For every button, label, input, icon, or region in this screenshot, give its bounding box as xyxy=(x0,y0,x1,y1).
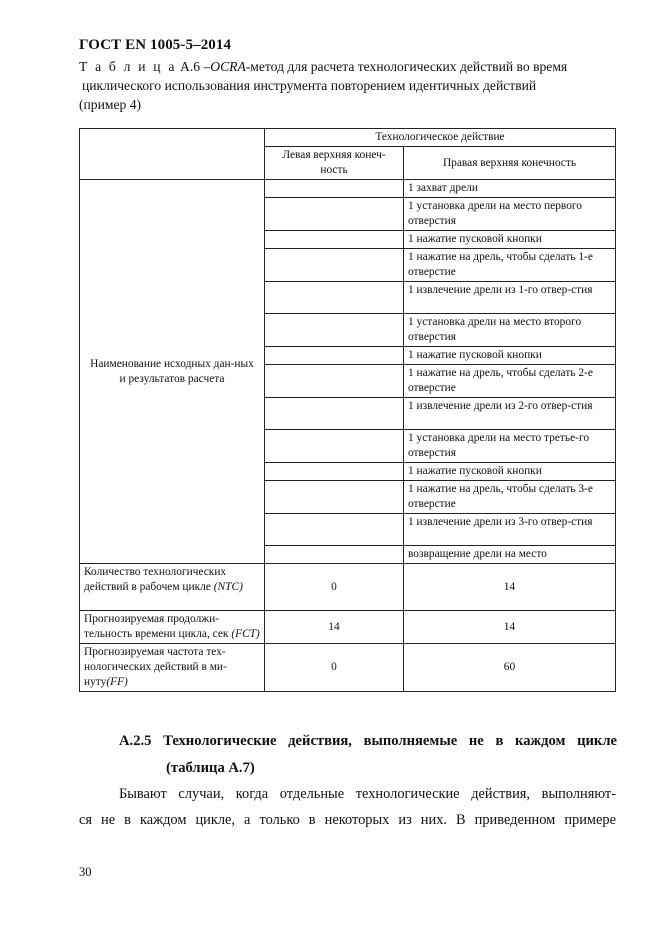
right-action-cell: 1 установка дрели на место второго отверстия xyxy=(404,314,616,347)
left-action-cell xyxy=(265,398,404,430)
left-action-cell xyxy=(265,231,404,249)
left-action-cell xyxy=(265,546,404,564)
right-value: 60 xyxy=(404,644,616,692)
right-action-cell: 1 нажатие пусковой кнопки xyxy=(404,231,616,249)
left-value: 0 xyxy=(265,564,404,611)
left-action-cell xyxy=(265,347,404,365)
right-action-cell: 1 захват дрели xyxy=(404,180,616,198)
right-value: 14 xyxy=(404,564,616,611)
summary-abbr: (FCT) xyxy=(231,628,260,640)
summary-row xyxy=(80,564,616,611)
right-action-cell: 1 извлечение дрели из 3-го отвер-стия xyxy=(404,514,616,546)
left-value: 14 xyxy=(265,611,404,644)
group-header: Технологическое действие xyxy=(265,129,616,147)
left-action-cell xyxy=(265,514,404,546)
right-action-cell: 1 извлечение дрели из 1-го отвер-стия xyxy=(404,282,616,314)
paragraph-line-1: Бывают случаи, когда отдельные технологические действия, выполняют- xyxy=(119,786,616,802)
right-action-cell: 1 нажатие пусковой кнопки xyxy=(404,347,616,365)
right-action-cell: 1 извлечение дрели из 2-го отвер-стия xyxy=(404,398,616,430)
caption-line-3: (пример 4) xyxy=(79,97,142,112)
left-value: 0 xyxy=(265,644,404,692)
action-row xyxy=(80,180,616,198)
body-paragraph xyxy=(79,781,616,833)
table-corner-cell xyxy=(80,129,265,180)
caption-method: OCRA xyxy=(210,59,246,74)
section-title-line-2: (таблица А.7) xyxy=(166,760,255,776)
left-limb-header: Левая верхняя конеч-ность xyxy=(265,147,404,180)
right-action-cell: 1 установка дрели на место первого отверстия xyxy=(404,198,616,231)
caption-line-2: циклического использования инструмента повторением идентичных действий xyxy=(82,78,537,93)
summary-row xyxy=(80,644,616,692)
row-group-label: Наименование исходных дан-ных и результатов расчета xyxy=(80,180,265,564)
summary-label-cell xyxy=(80,611,265,644)
right-action-cell: 1 установка дрели на место третье-го отверстия xyxy=(404,430,616,463)
summary-label: Количество технологических действий в рабочем цикле xyxy=(84,566,227,593)
ocra-table xyxy=(79,128,616,692)
right-value: 14 xyxy=(404,611,616,644)
right-action-cell: возвращение дрели на место xyxy=(404,546,616,564)
summary-label-cell xyxy=(80,644,265,692)
section-number: А.2.5 xyxy=(119,733,152,749)
summary-label: Прогнозируемая продолжи-тельность времени цикла, сек xyxy=(84,613,229,640)
summary-abbr: (NTC) xyxy=(213,581,243,593)
section-heading xyxy=(119,728,617,782)
section-title: Технологические действия, выполняемые не в каждом цикле xyxy=(163,733,618,749)
right-action-cell: 1 нажатие пусковой кнопки xyxy=(404,463,616,481)
right-limb-header: Правая верхняя конечность xyxy=(404,147,616,180)
page-number: 30 xyxy=(79,865,92,879)
right-action-cell: 1 нажатие на дрель, чтобы сделать 2-е отверстие xyxy=(404,365,616,398)
summary-row xyxy=(80,611,616,644)
caption-prefix: Т а б л и ц а xyxy=(79,59,177,74)
caption-line1-rest: -метод для расчета технологических действий во время xyxy=(245,59,568,74)
left-action-cell xyxy=(265,481,404,514)
paragraph-line-2: ся не в каждом цикле, а только в некоторых из них. В приведенном примере xyxy=(79,812,616,828)
left-action-cell xyxy=(265,180,404,198)
summary-abbr: (FF) xyxy=(106,676,128,688)
summary-label: Прогнозируемая частота тех-нологических действий в ми-нуту xyxy=(84,646,227,688)
left-action-cell xyxy=(265,365,404,398)
standard-code: ГОСТ EN 1005-5–2014 xyxy=(79,37,232,53)
right-action-cell: 1 нажатие на дрель, чтобы сделать 1-е отверстие xyxy=(404,249,616,282)
left-action-cell xyxy=(265,198,404,231)
left-action-cell xyxy=(265,249,404,282)
left-action-cell xyxy=(265,463,404,481)
summary-label-cell xyxy=(80,564,265,611)
left-action-cell xyxy=(265,314,404,347)
left-action-cell xyxy=(265,430,404,463)
section-title-line-1 xyxy=(119,728,617,755)
table-caption xyxy=(79,57,624,114)
caption-line-1 xyxy=(79,57,624,76)
right-action-cell: 1 нажатие на дрель, чтобы сделать 3-е отверстие xyxy=(404,481,616,514)
caption-number: А.6 – xyxy=(180,59,211,74)
left-action-cell xyxy=(265,282,404,314)
